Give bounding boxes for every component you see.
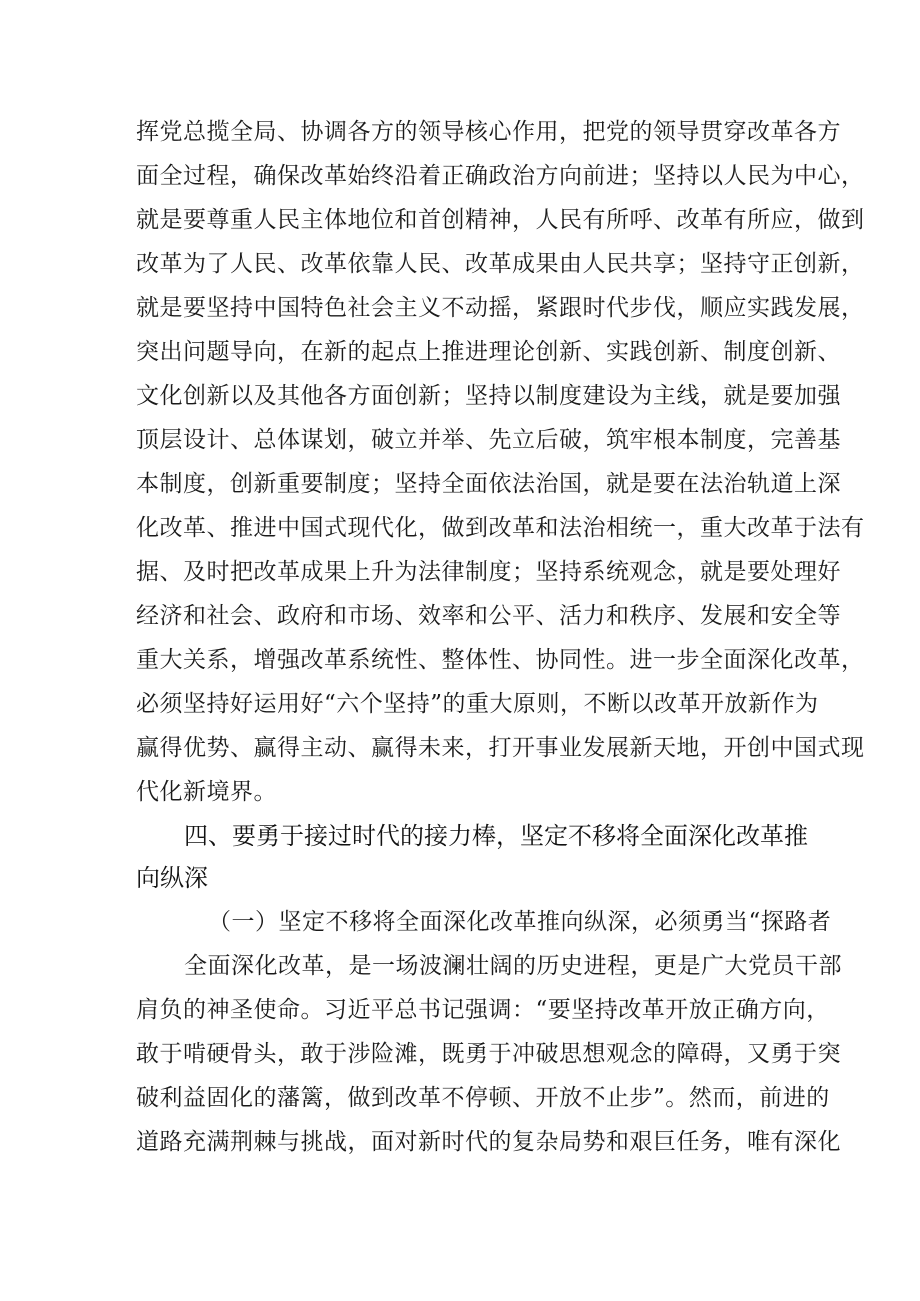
text-line: 全面深化改革，是一场波澜壮阔的历史进程，更是广大党员干部 [184, 953, 842, 979]
heading-line: 四、要勇于接过时代的接力棒，坚定不移将全面深化改革推 [184, 822, 808, 850]
text-line: 道路充满荆棘与挑战，面对新时代的复杂局势和艰巨任务，唯有深化 [136, 1129, 841, 1155]
text-line: 代化新境界。 [136, 779, 277, 805]
text-line: 破利益固化的藩篱，做到改革不停顿、开放不止步”。然而，前进的 [136, 1085, 830, 1111]
text-line: 就是要尊重人民主体地位和首创精神，人民有所呼、改革有所应，做到 [136, 207, 865, 233]
text-line: 挥党总揽全局、协调各方的领导核心作用，把党的领导贯穿改革各方 [136, 119, 841, 145]
text-line: 文化创新以及其他各方面创新；坚持以制度建设为主线，就是要加强 [136, 383, 841, 409]
text-line: 敢于啃硬骨头，敢于涉险滩，既勇于冲破思想观念的障碍，又勇于突 [136, 1041, 841, 1067]
text-line: 本制度，创新重要制度；坚持全面依法治国，就是要在法治轨道上深 [136, 471, 841, 497]
text-line: 突出问题导向，在新的起点上推进理论创新、实践创新、制度创新、 [136, 339, 841, 365]
text-line: 化改革、推进中国式现代化，做到改革和法治相统一，重大改革于法有 [136, 515, 865, 541]
heading-line: 向纵深 [136, 864, 208, 892]
text-line: 就是要坚持中国特色社会主义不动摇，紧跟时代步伐，顺应实践发展， [136, 295, 865, 321]
text-line: 经济和社会、政府和市场、效率和公平、活力和秩序、发展和安全等 [136, 603, 841, 629]
text-line: 肩负的神圣使命。习近平总书记强调：“要坚持改革开放正确方向， [136, 997, 830, 1023]
subsection-heading: （一）坚定不移将全面深化改革推向纵深，必须勇当“探路者 [208, 909, 832, 935]
text-line: 顶层设计、总体谋划，破立并举、先立后破，筑牢根本制度，完善基 [136, 427, 841, 453]
text-line: 据、及时把改革成果上升为法律制度；坚持系统观念，就是要处理好 [136, 559, 841, 585]
text-line: 面全过程，确保改革始终沿着正确政治方向前进；坚持以人民为中心， [136, 163, 865, 189]
text-line: 必须坚持好运用好“六个坚持”的重大原则，不断以改革开放新作为 [136, 691, 819, 717]
text-line: 赢得优势、赢得主动、赢得未来，打开事业发展新天地，开创中国式现 [136, 735, 865, 761]
text-line: 重大关系，增强改革系统性、整体性、协同性。进一步全面深化改革， [136, 647, 865, 673]
text-line: 改革为了人民、改革依靠人民、改革成果由人民共享；坚持守正创新， [136, 251, 865, 277]
